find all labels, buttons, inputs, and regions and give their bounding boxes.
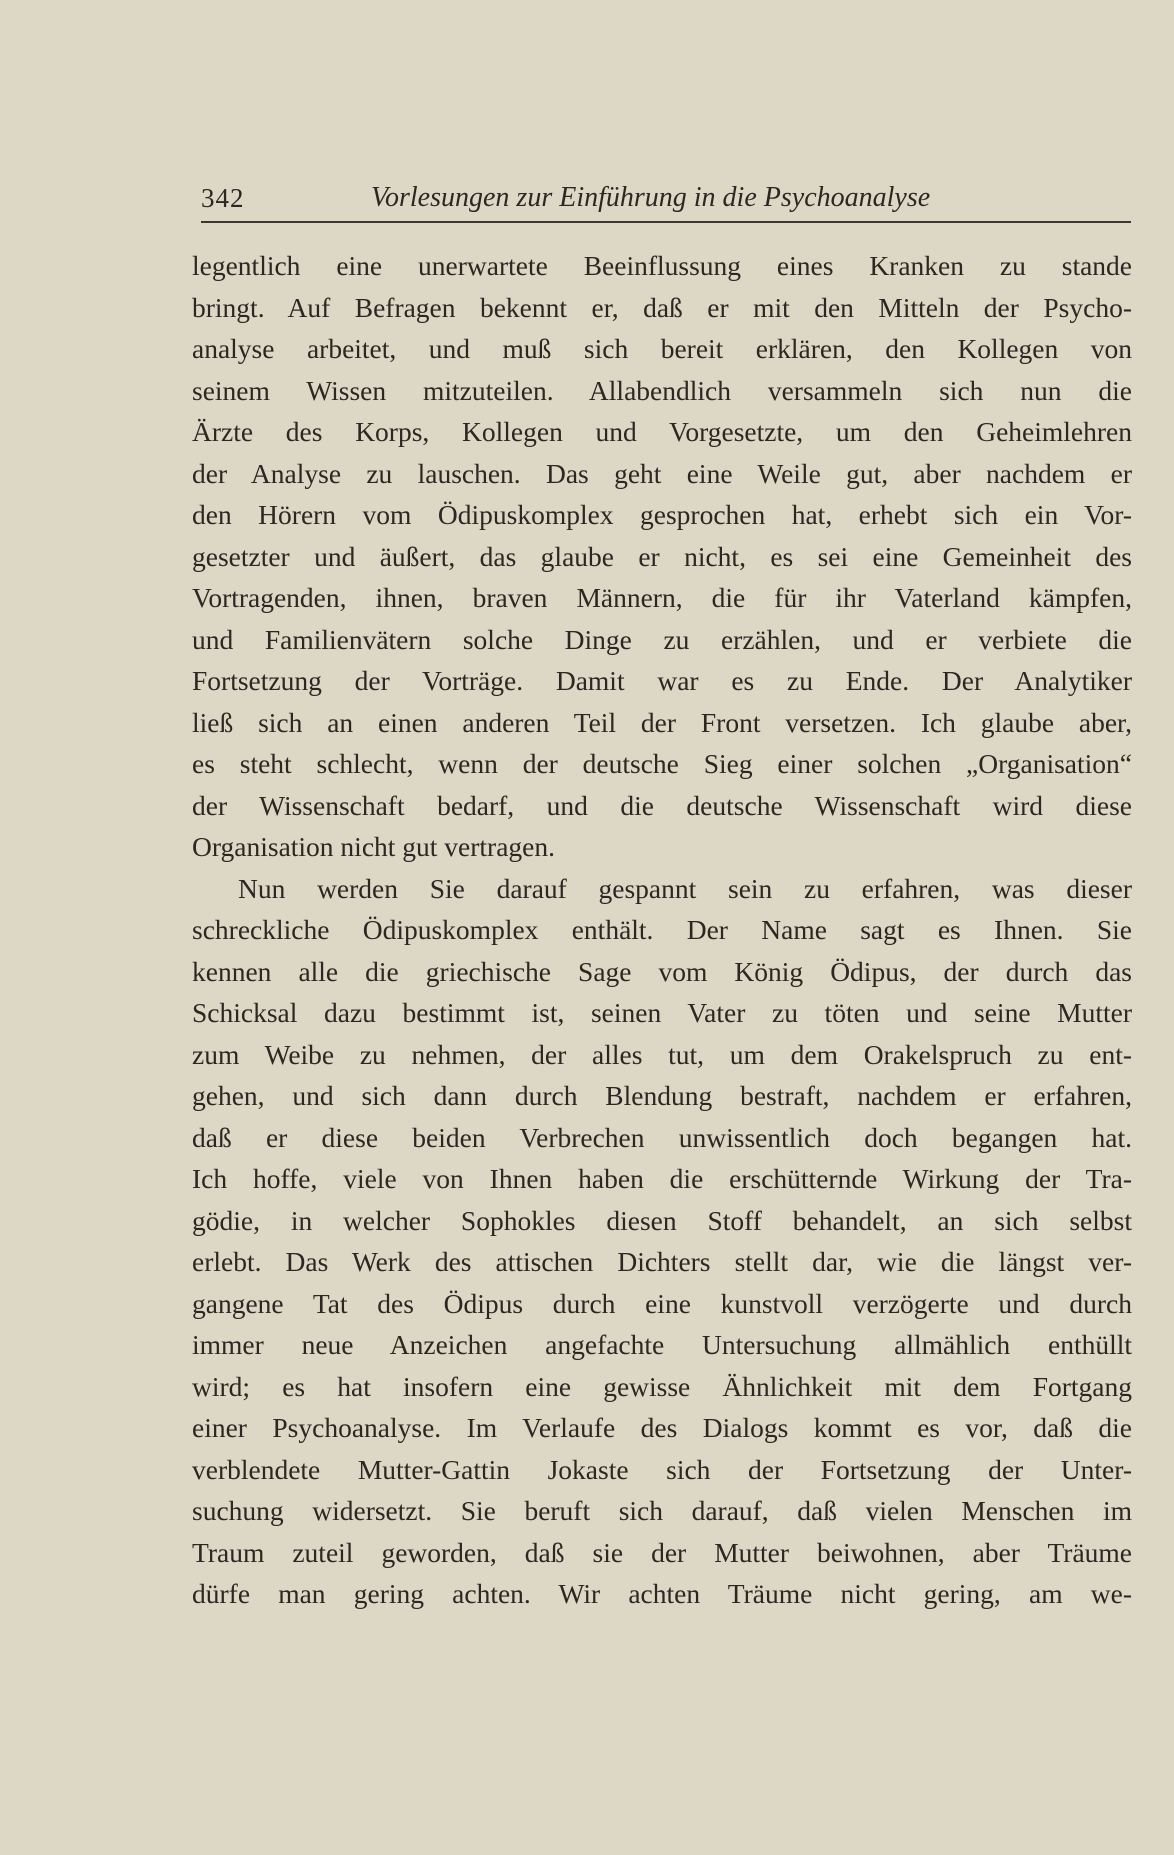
text-line: daß er diese beiden Verbrechen unwissentlich doch begangen hat. [192,1121,1132,1153]
text-line: erlebt. Das Werk des attischen Dichters stellt dar, wie die längst ver- [192,1246,1132,1277]
text-line: Ich hoffe, viele von Ihnen haben die erschütternde Wirkung der Tra- [192,1163,1132,1194]
page-header [201,178,1131,222]
text-line: suchung widersetzt. Sie beruft sich darauf, daß vielen Menschen im [192,1495,1132,1526]
text-line: Organisation nicht gut vertragen. [192,831,556,862]
body-text [192,245,1132,1615]
text-line: verblendete Mutter-Gattin Jokaste sich der Fortsetzung der Unter- [192,1453,1132,1485]
text-line: der Wissenschaft bedarf, und die deutsche Wissenschaft wird diese [192,789,1132,821]
text-line: bringt. Auf Befragen bekennt er, daß er mit den Mitteln der Psycho- [192,291,1132,323]
text-line: Ärzte des Korps, Kollegen und Vorgesetzte, um den Geheimlehren [192,416,1132,447]
text-line: Traum zuteil geworden, daß sie der Mutter beiwohnen, aber Träume [192,1536,1132,1568]
text-line: legentlich eine unerwartete Beeinflussung eines Kranken zu stande [192,250,1132,281]
text-line: es steht schlecht, wenn der deutsche Sieg einer solchen „Organisation“ [192,748,1132,779]
text-line: gesetzter und äußert, das glaube er nicht, es sei eine Gemeinheit des [192,540,1132,572]
text-line: Schicksal dazu bestimmt ist, seinen Vater zu töten und seine Mutter [192,997,1132,1028]
page-number: 342 [201,183,245,213]
text-line: Fortsetzung der Vorträge. Damit war es zu Ende. Der Analytiker [192,665,1132,696]
paragraph-start-line: Nun werden Sie darauf gespannt sein zu erfahren, was dieser [238,872,1132,904]
text-line: ließ sich an einen anderen Teil der Front versetzen. Ich glaube aber, [192,706,1132,738]
text-line: zum Weibe zu nehmen, der alles tut, um dem Orakelspruch zu ent- [192,1038,1132,1070]
text-line: einer Psychoanalyse. Im Verlaufe des Dialogs kommt es vor, daß die [192,1412,1132,1443]
text-line: kennen alle die griechische Sage vom König Ödipus, der durch das [192,955,1132,987]
text-line: seinem Wissen mitzuteilen. Allabendlich versammeln sich nun die [192,374,1132,406]
text-line: den Hörern vom Ödipuskomplex gesprochen hat, erhebt sich ein Vor- [192,499,1132,530]
running-title: Vorlesungen zur Einführung in die Psychoanalyse [371,182,931,213]
text-line: wird; es hat insofern eine gewisse Ähnlichkeit mit dem Fortgang [192,1370,1132,1402]
text-line: immer neue Anzeichen angefachte Untersuchung allmählich enthüllt [192,1329,1132,1360]
text-line: gehen, und sich dann durch Blendung bestraft, nachdem er erfahren, [192,1080,1132,1111]
text-line: und Familienvätern solche Dinge zu erzählen, und er verbiete die [192,623,1132,655]
text-line: gangene Tat des Ödipus durch eine kunstvoll verzögerte und durch [192,1287,1132,1319]
text-line: Vortragenden, ihnen, braven Männern, die für ihr Vaterland kämpfen, [192,582,1132,613]
text-line: schreckliche Ödipuskomplex enthält. Der Name sagt es Ihnen. Sie [192,914,1132,945]
text-line: analyse arbeitet, und muß sich bereit erklären, den Kollegen von [192,333,1132,364]
text-line: gödie, in welcher Sophokles diesen Stoff behandelt, an sich selbst [192,1204,1132,1236]
text-line: dürfe man gering achten. Wir achten Träume nicht gering, am we- [192,1578,1132,1609]
text-line: der Analyse zu lauschen. Das geht eine Weile gut, aber nachdem er [192,457,1132,489]
header-rule [201,221,1131,223]
